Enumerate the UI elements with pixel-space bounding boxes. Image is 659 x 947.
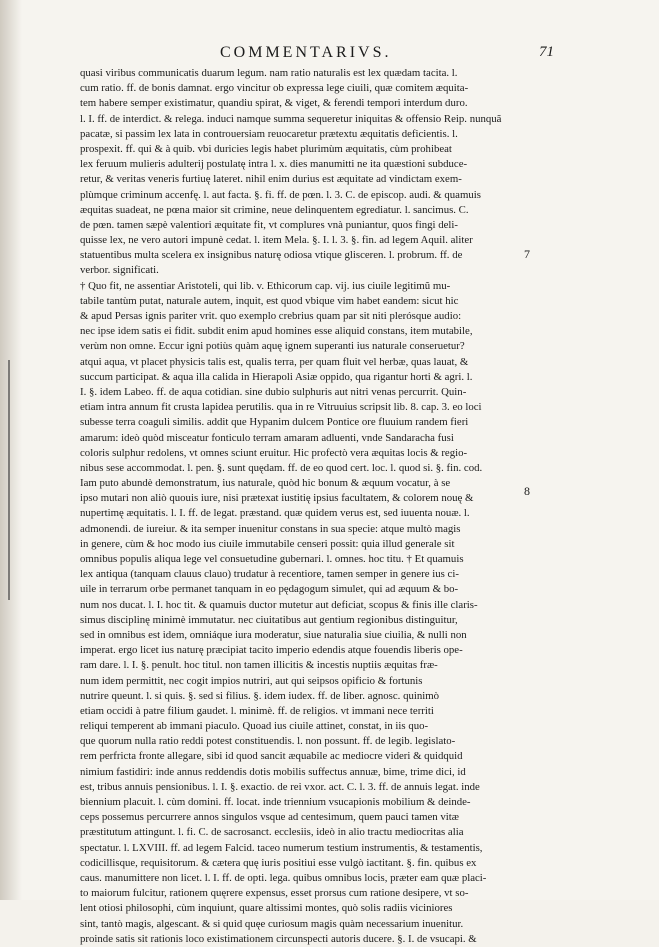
text-line: nec ipse idem satis ei fidit. subdit enim apud homines esse aliquid constans, item mutabile,	[80, 325, 473, 338]
text-line: prospexit. ff. qui & à quib. vbi duricies legis habet plurimùm æquitatis, cùm prohibeat	[80, 142, 452, 155]
text-line: simus disciplinę minimè immutatur. nec ciuitatibus aut gentium regionibus distinguitur,	[80, 613, 458, 626]
text-line: to maiorum fulcitur, rationem quęrere expensus, esset prorsus cum ratione desipere, vt so-	[80, 887, 469, 900]
text-line: ram dare. l. I. §. penult. hoc titul. non tamen illicitis & incestis nuptiis æquitas fræ-	[80, 659, 438, 672]
text-line: subesse terra coaguli similis. addit que Hypanim dulcem Pontice ore fluuium randem fieri	[80, 416, 469, 429]
text-line: coloris sulphur redolens, vt omnes sciunt eruitur. Hic profectò vera æquitas locis & regio-	[80, 446, 468, 459]
text-line: atqui aqua, vt placet physicis talis est, qualis terra, per quam fluit vel herbæ, quas lauat, &	[80, 355, 469, 368]
text-line: ipso mutari non aliò quouis iure, nisi prætexat iustitię ipsius facultatem, & colorem nouę &	[80, 492, 474, 505]
text-line: pacatæ, si passim lex lata in controuersiam reuocaretur prætextu æquitatis deficientis. l.	[80, 127, 458, 140]
text-line: cum ratio. ff. de bonis damnat. ergo vincitur ob expressa lege ciuili, quæ comitem æquita-	[80, 82, 469, 95]
text-line: † Quo fit, ne assentiar Aristoteli, qui lib. v. Ethicorum cap. vij. ius ciuile legitimũ mu-	[80, 279, 451, 292]
text-line: nupertimę æquitatis. l. I. ff. de legat. præstand. quæ quidem verus est, sed iuuenta nouæ. l.	[80, 507, 470, 520]
text-line: in genere, cùm & hoc modo ius ciuile immutabile censeri possit: quia illud generale sit	[80, 537, 455, 550]
text-line: succum participat. & aqua illa calida in Hierapoli Asiæ oppido, qua rigantur horti & agri. l.	[80, 370, 473, 383]
margin-scan-mark	[8, 360, 16, 600]
text-line: etiam intra annum fit crusta lapidea perutilis. qua in re Vitruuius scripsit lib. 8. cap. 3. eo loci	[80, 401, 482, 414]
text-line: quisse lex, ne vero autori impunè cedat. l. item Mela. §. I. l. 3. §. fin. ad legem Aquil. aliter	[80, 234, 473, 247]
text-line: verbor. significati.	[80, 264, 159, 277]
margin-note-8: 8	[524, 484, 530, 498]
text-line: statuentibus multa scelera ex insignibus naturę odiosa vtique glisceren. l. probrum. ff. de	[80, 249, 463, 262]
text-line: lent otiosi philosophi, cùm inquiunt, quare altissimi montes, quò solis radiis viciniores	[80, 902, 453, 915]
text-line: retur, & veritas veneris furtiuę lateret. nihil enim durius est æquitate ad vindictam exem-	[80, 173, 462, 186]
text-line: nibus sese accommodat. l. pen. §. sunt quędam. ff. de eo quod cert. loc. l. quod si. §. fin. cod.	[80, 461, 483, 474]
text-line: omnibus populis aliqua lege vel consuetudine gubernari. l. omnes. hoc titu. † Et quamuis	[80, 553, 464, 565]
text-line: rem perfricta fronte allegare, sibi id quod sancit æquabile ac mediocre videri & quidquid	[80, 750, 463, 763]
text-line: est, tribus annuis pensionibus. l. I. §. exactio. de rei vxor. act. C. l. 3. ff. de annuis legat. inde	[80, 780, 480, 793]
body-text	[80, 66, 522, 947]
margin-note-7: 7	[524, 247, 530, 261]
text-line: præstitutum attingunt. l. fi. C. de sacrosanct. ecclesiis, ideò in alio tractu mediocritas alia	[80, 826, 464, 839]
text-line: nimium fastidiri: inde annus reddendis dotis mobilis suffectus annuæ, bime, trime dici, id	[80, 765, 466, 778]
text-line: æquitas suadeat, ne pœna maior sit crimine, neue delinquentem egrediatur. l. sancimus. C.	[80, 203, 469, 216]
text-line: nutrire queunt. l. si quis. §. sed si filius. §. idem iudex. ff. de liber. agnosc. quinimò	[80, 689, 440, 702]
text-line: spectatur. l. LXVIII. ff. ad legem Falcid. taceo numerum testium instrumentis, & testamentis,	[80, 841, 483, 854]
text-line: ceps possemus percurrere annos singulos vsque ad centesimum, quem pauci tamen vitæ	[80, 811, 459, 824]
text-line: reliqui temperent ab immani piaculo. Quoad ius ciuile attinet, constat, in iis quo-	[80, 720, 429, 733]
page-number: 71	[539, 44, 554, 60]
text-line: sed in omnibus est idem, omniáque iura moderatur, siue naturalia siue ciuilia, & nulli non	[80, 628, 467, 641]
text-line: biennium placuit. l. cùm domini. ff. locat. inde triennium vsucapionis mobilium & deinde-	[80, 796, 471, 808]
text-line: Iam puto abundè demonstratum, ius naturale, quòd hic bonum & æquum vocatur, à se	[80, 477, 451, 490]
text-line: num nos ducat. l. I. hoc tit. & quamuis ductor mutetur aut deficiat, scopus & finis ille claris-	[80, 598, 478, 611]
text-line: lex feruum mulieris adulterij postulatę intra l. x. dies manumitti ne ita quæstioni subduce-	[80, 158, 468, 171]
text-line: imperat. ergo licet ius naturę præcipiat tacito imperio edendis atque fouendis liberis ope-	[80, 644, 463, 657]
text-line: codicillisque, requisitorum. & cætera quę iuris positiui esse vulgò iactitant. §. fin. quibus ex	[80, 856, 477, 869]
text-line: l. I. ff. de interdict. & relega. induci namque summa sequeretur iniquitas & offensio Reip. nunquã	[80, 112, 502, 125]
text-line: sint, tantò magis, algescant. & si quid quęe curiosum magis quàm necessarium inuenitur.	[80, 917, 464, 930]
text-line: amarum: ideò quòd misceatur fonticulo terram amaram adluenti, vnde Sandaracha fusi	[80, 431, 454, 444]
text-line: etiam occidi à patre filium gaudet. l. minimè. ff. de religios. vt immani nece territi	[80, 704, 434, 717]
text-line: uile in terrarum orbe permanet tanquam in eo pędagogum simulet, qui ad æquum & bo-	[80, 583, 459, 596]
text-line: quasi viribus communicatis duarum legum. nam ratio naturalis est lex quædam tacita. l.	[80, 67, 458, 79]
text-line: plùmque criminum accenfę. l. aut facta. §. fi. ff. de pœn. l. 3. C. de episcop. audi. & quamuis	[80, 188, 481, 201]
text-line: num idem permittit, nec cogit impios nutriri, aut qui seipsos opificio & fortunis	[80, 674, 423, 687]
text-line: caus. manumittere non licet. l. I. ff. de opti. lega. quibus omnibus locis, præter eam quæ placi-	[80, 871, 487, 884]
text-line: proinde satis sit rationis loco existimationem circunspecti autoris ducere. §. I. de vsucapi. &	[80, 932, 477, 945]
text-line: & apud Persas ignis pariter vrit. quo exemplo crebrius quam par sit niti plerósque audio:	[80, 310, 462, 322]
text-line: tabile tantùm putat, naturale autem, inquit, est quod vbique vim habet eandem: sicut hic	[80, 294, 459, 307]
running-title: COMMENTARIVS.	[220, 44, 392, 61]
page-header	[80, 44, 554, 64]
text-line: que quorum nulla ratio reddi potest constituendis. l. non possunt. ff. de legib. legislato-	[80, 735, 456, 748]
text-line: admonendi. de iureiur. & ita semper inuenitur constans in sua specie: atque multò magis	[80, 522, 461, 535]
text-line: I. §. idem Labeo. ff. de aqua cotidian. sine dubio sulphuris aut nitri venas percurrit. Quin-	[80, 385, 467, 398]
text-line: tem habere semper existimatur, quandiu spirat, & viget, & ferendi tempori interdum duro.	[80, 97, 468, 110]
text-line: lex antiqua (tanquam clauus clauo) trudatur à recentiore, tamen semper in genere ius ci-	[80, 568, 459, 581]
text-line: verùm non omne. Eccur igni potiùs quàm aquę ignem superanti ius naturale conseruetur?	[80, 340, 465, 353]
text-line: de pœn. tamen sæpè valentiori æquitate fit, vt complures vnà puniantur, quos fingi deli-	[80, 218, 458, 231]
